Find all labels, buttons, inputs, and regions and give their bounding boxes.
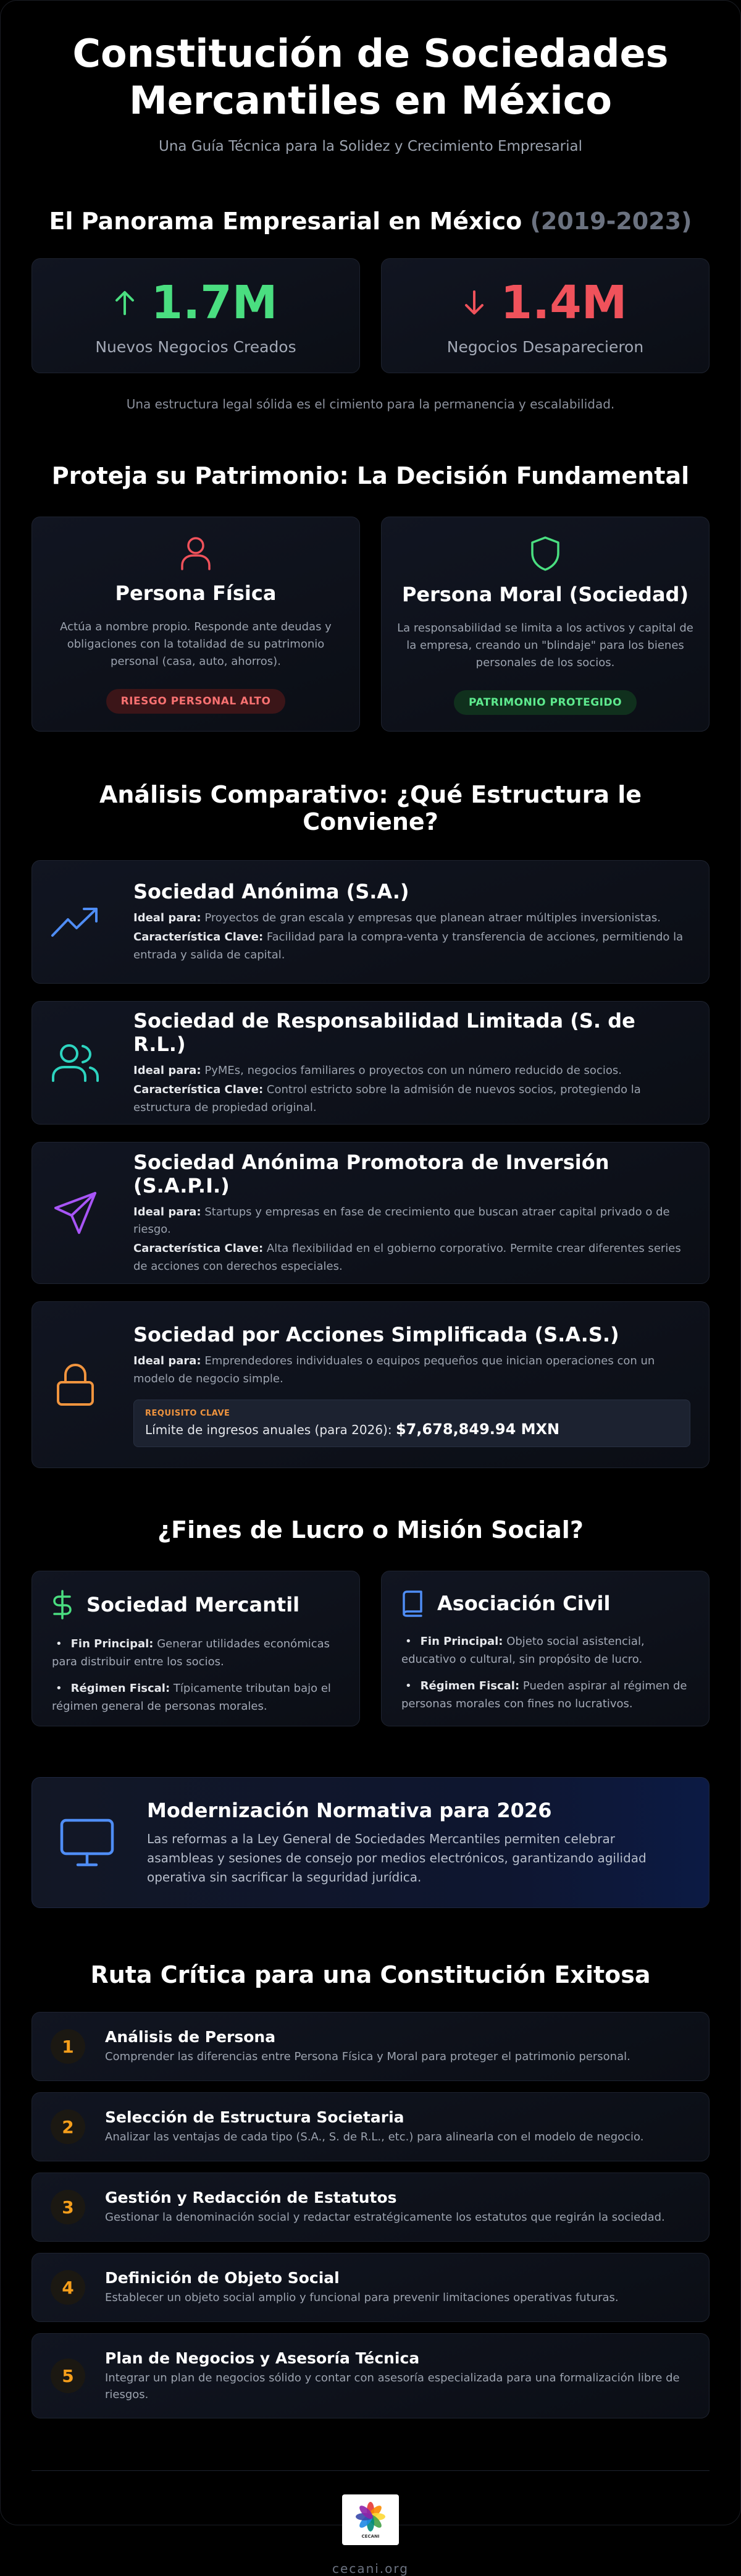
fin-card-asociacion <box>381 1571 710 1726</box>
cmp-ideal-sas: Ideal para: Emprendedores individuales o equipos pequeños que inician operaciones con un modelo de negocio simple. <box>133 1354 655 1385</box>
requirement-label: REQUISITO CLAVE <box>145 1408 230 1418</box>
page-title: Constitución de Sociedades Mercantiles en México <box>72 31 669 123</box>
logo-mark-icon <box>354 2501 387 2533</box>
panorama-note: Una estructura legal sólida es el cimiento para la permanencia y escalabilidad. <box>126 397 615 412</box>
cmp-title-sapi: Sociedad Anónima Promotora de Inversión (S.A.P.I.) <box>133 1150 609 1197</box>
panorama-title-text: El Panorama Empresarial en México <box>49 208 522 235</box>
stat-value-closed: 1.4M <box>500 276 627 329</box>
arrow-down-icon <box>464 290 485 315</box>
fin-item: • Régimen Fiscal: Típicamente tributan bajo el régimen general de personas morales. <box>52 1681 331 1713</box>
step-text: Establecer un objeto social amplio y funcional para prevenir limitaciones operativas futuras. <box>105 2291 619 2305</box>
step-item-1 <box>31 2012 710 2081</box>
fines-title: ¿Fines de Lucro o Misión Social? <box>157 1516 584 1544</box>
risk-badge: RIESGO PERSONAL ALTO <box>106 689 286 714</box>
fin-item: • Fin Principal: Objeto social asistencial, educativo o cultural, sin propósito de lucro. <box>401 1635 645 1666</box>
lock-icon <box>51 1362 100 1407</box>
cmp-title-sas: Sociedad por Acciones Simplificada (S.A.S.) <box>133 1322 619 1346</box>
user-icon <box>32 536 359 570</box>
persona-fisica-card <box>31 517 360 732</box>
step-item-5 <box>31 2333 710 2418</box>
stat-card-new <box>31 258 360 373</box>
panorama-title <box>31 208 710 235</box>
protected-badge: PATRIMONIO PROTEGIDO <box>454 690 637 715</box>
cmp-card-srl <box>31 1001 710 1125</box>
panorama-years: (2019-2023) <box>530 208 692 235</box>
users-icon <box>51 1042 100 1083</box>
step-text: Gestionar la denominación social y redactar estratégicamente los estatutos que regirán la sociedad. <box>105 2211 665 2224</box>
fin-title-mercantil: Sociedad Mercantil <box>86 1593 300 1617</box>
modernizacion-title: Modernización Normativa para 2026 <box>147 1798 552 1822</box>
cmp-title-srl: Sociedad de Responsabilidad Limitada (S. de R.L.) <box>133 1009 635 1057</box>
step-text: Comprender las diferencias entre Persona Física y Moral para proteger el patrimonio personal. <box>105 2050 630 2064</box>
modernizacion-card <box>31 1777 710 1908</box>
step-item-4 <box>31 2253 710 2322</box>
fin-item: • Fin Principal: Generar utilidades económicas para distribuir entre los socios. <box>52 1637 330 1669</box>
step-number: 2 <box>51 2109 85 2144</box>
cmp-title-sa: Sociedad Anónima (S.A.) <box>133 880 409 904</box>
step-number: 1 <box>51 2029 85 2064</box>
cmp-key-srl: Característica Clave: Control estricto sobre la admisión de nuevos socios, protegiendo la estructura de propiedad original. <box>133 1083 641 1114</box>
requirement-amount: $7,678,849.94 MXN <box>395 1420 560 1438</box>
page-subtitle: Una Guía Técnica para la Solidez y Crecimiento Empresarial <box>159 138 582 155</box>
shield-icon <box>382 536 709 572</box>
step-item-3 <box>31 2173 710 2242</box>
cmp-card-sapi <box>31 1142 710 1284</box>
step-title: Definición de Objeto Social <box>105 2269 340 2287</box>
persona-cards <box>31 517 710 732</box>
logo-text: CECANI <box>361 2534 380 2540</box>
cmp-ideal-sapi: Ideal para: Startups y empresas en fase de crecimiento que buscan atraer capital privado o de riesgo. <box>133 1205 670 1236</box>
cmp-card-sas <box>31 1301 710 1468</box>
persona-fisica-title: Persona Física <box>115 581 277 606</box>
step-title: Selección de Estructura Societaria <box>105 2108 404 2127</box>
step-number: 5 <box>51 2359 85 2393</box>
cmp-card-sa <box>31 860 710 984</box>
cmp-key-sapi: Característica Clave: Alta flexibilidad en el gobierno corporativo. Permite crear diferentes series de acciones con derechos especiales. <box>133 1242 681 1273</box>
trending-up-icon <box>51 906 100 938</box>
dollar-icon <box>52 1590 73 1620</box>
step-number: 4 <box>51 2270 85 2305</box>
footer-divider <box>31 2470 710 2471</box>
step-title: Análisis de Persona <box>105 2028 276 2046</box>
step-text: Analizar las ventajas de cada tipo (S.A., S. de R.L., etc.) para alinearla con el modelo de negocio. <box>105 2130 644 2144</box>
cmp-ideal-srl: Ideal para: PyMEs, negocios familiares o proyectos con un número reducido de socios. <box>133 1064 622 1078</box>
analisis-title: Análisis Comparativo: ¿Qué Estructura le Conviene? <box>99 781 642 836</box>
stat-card-closed <box>381 258 710 373</box>
step-number: 3 <box>51 2190 85 2224</box>
stats-row <box>31 258 710 373</box>
ruta-title: Ruta Crítica para una Constitución Exitosa <box>90 1961 651 1989</box>
book-icon <box>401 1590 424 1617</box>
fin-card-mercantil <box>31 1571 360 1726</box>
stat-label-new: Nuevos Negocios Creados <box>95 337 296 356</box>
fin-title-asociacion: Asociación Civil <box>437 1592 611 1616</box>
step-title: Gestión y Redacción de Estatutos <box>105 2189 397 2207</box>
monitor-icon <box>59 1818 115 1867</box>
step-item-2 <box>31 2092 710 2161</box>
persona-moral-text: La responsabilidad se limita a los activos y capital de la empresa, creando un "blindaje" para los bienes personales de los socios. <box>397 622 693 670</box>
requirement-text: Límite de ingresos anuales (para 2026): $7,678,849.94 MXN <box>145 1420 560 1438</box>
site-url[interactable]: cecani.org <box>332 2561 409 2576</box>
fines-cards <box>31 1571 710 1726</box>
persona-moral-card <box>381 517 710 732</box>
cmp-ideal-sa: Ideal para: Proyectos de gran escala y empresas que planean atraer múltiples inversionistas. <box>133 911 661 925</box>
modernizacion-text: Las reformas a la Ley General de Sociedades Mercantiles permiten celebrar asambleas y sesiones de consejo por medios electrónicos, garantizando agilidad operativa sin sacrificar la seguridad jurídica. <box>147 1831 647 1885</box>
fin-item: • Régimen Fiscal: Pueden aspirar al régimen de personas morales con fines no lucrativos. <box>401 1679 687 1710</box>
cecani-logo <box>342 2494 399 2545</box>
proteja-title: Proteja su Patrimonio: La Decisión Fundamental <box>51 462 690 490</box>
step-text: Integrar un plan de negocios sólido y contar con asesoría especializada para una formalización libre de riesgos. <box>105 2371 680 2401</box>
step-title: Plan de Negocios y Asesoría Técnica <box>105 2349 420 2367</box>
stat-value-new: 1.7M <box>151 276 278 329</box>
persona-moral-title: Persona Moral (Sociedad) <box>401 583 689 607</box>
send-icon <box>51 1189 100 1236</box>
requirement-box <box>133 1400 690 1447</box>
persona-fisica-text: Actúa a nombre propio. Responde ante deudas y obligaciones con la totalidad de su patrimonio personal (casa, auto, ahorros). <box>60 620 332 669</box>
arrow-up-icon <box>114 290 135 315</box>
stat-label-closed: Negocios Desaparecieron <box>446 337 644 356</box>
cmp-key-sa: Característica Clave: Facilidad para la compra-venta y transferencia de acciones, permitiendo la entrada y salida de capital. <box>133 930 684 961</box>
